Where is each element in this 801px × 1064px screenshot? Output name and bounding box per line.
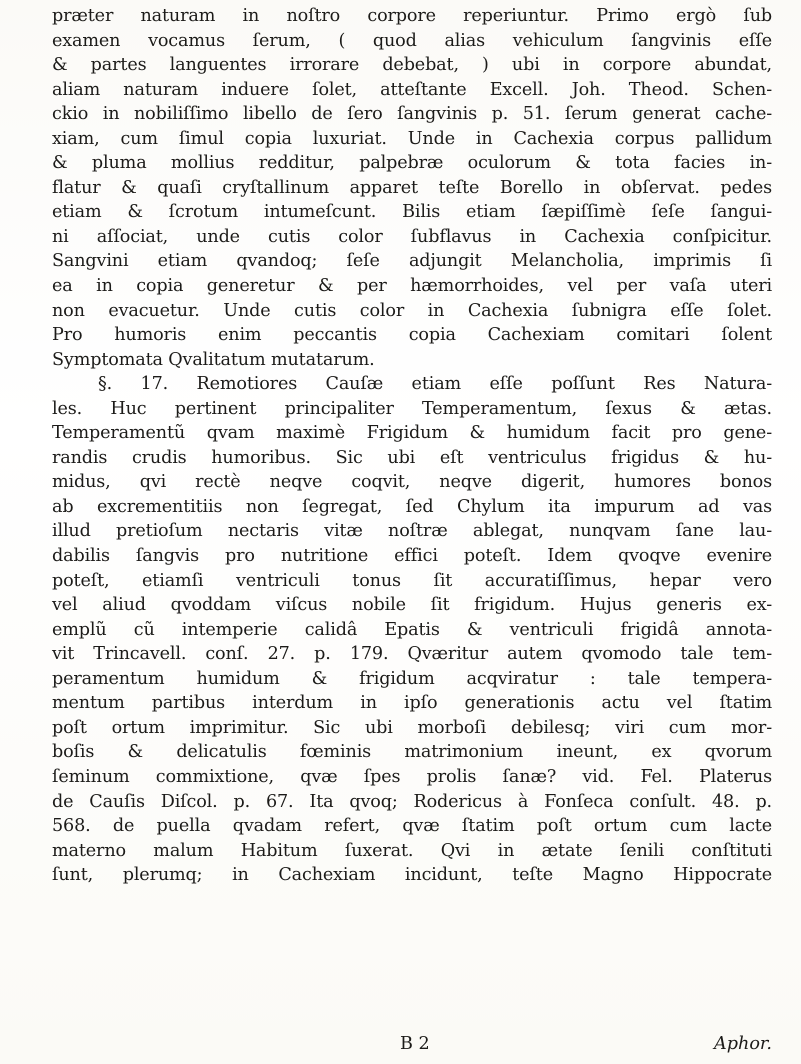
text-line: les. Huc pertinent principaliter Temperamentum, ſexus & ætas. — [52, 398, 772, 419]
text-line: ckio in nobiliſſimo libello de ſero ſangvinis p. 51. ſerum generat cache- — [52, 104, 772, 125]
text-line: ſeminum commixtione, qvæ ſpes prolis ſanæ? vid. Fel. Platerus — [52, 766, 772, 787]
section-heading-line: §. 17. Remotiores Cauſæ etiam eſſe poſſunt Res Natura- — [98, 374, 772, 395]
text-line: 568. de puella qvadam refert, qvæ ſtatim poſt ortum cum lacte — [52, 816, 772, 837]
text-line: boſis & delicatulis fœminis matrimonium ineunt, ex qvorum — [52, 742, 772, 763]
text-line: ſunt, plerumq; in Cachexiam incidunt, teſte Magno Hippocrate — [52, 865, 772, 886]
text-line: peramentum humidum & frigidum acqviratur : tale tempera- — [52, 668, 772, 689]
signature-mark: B 2 — [400, 1034, 430, 1054]
text-line: poſt ortum imprimitur. Sic ubi morboſi debilesq; viri cum mor- — [52, 717, 772, 738]
text-line: Sangvini etiam qvandoq; ſeſe adjungit Melancholia, imprimis ſi — [52, 251, 772, 272]
text-line: ni aſſociat, unde cutis color ſubflavus in Cachexia conſpicitur. — [52, 226, 772, 247]
text-line: emplũ cũ intemperie calidâ Epatis & ventriculi frigidâ annota- — [52, 619, 772, 640]
text-line: Temperamentũ qvam maximè Frigidum & humidum facit pro gene- — [52, 423, 772, 444]
text-line: examen vocamus ſerum, ( quod alias vehiculum ſangvinis eſſe — [52, 30, 772, 51]
text-line: vit Trincavell. conſ. 27. p. 179. Qværitur autem qvomodo tale tem- — [52, 644, 772, 665]
text-line: ea in copia generetur & per hæmorrhoides, vel per vaſa uteri — [52, 276, 772, 297]
text-line: midus, qvi rectè neqve coqvit, neqve digerit, humores bonos — [52, 472, 772, 493]
text-line: & partes languentes irrorare debebat, ) ubi in corpore abundat, — [52, 55, 772, 76]
text-line: de Cauſis Diſcol. p. 67. Ita qvoq; Rodericus à Fonſeca conſult. 48. p. — [52, 791, 772, 812]
text-line: flatur & quaſi cryſtallinum apparet teſte Borello in obſervat. pedes — [52, 177, 772, 198]
text-line: aliam naturam induere ſolet, atteſtante Excell. Joh. Theod. Schen- — [52, 79, 772, 100]
page-footer — [52, 1034, 772, 1060]
text-line: Pro humoris enim peccantis copia Cachexiam comitari ſolent — [52, 325, 772, 346]
text-line: mentum partibus interdum in ipſo generationis actu vel ſtatim — [52, 693, 772, 714]
text-line: etiam & ſcrotum intumeſcunt. Bilis etiam ſæpiſſimè ſeſe ſangui- — [52, 202, 772, 223]
text-line: non evacuetur. Unde cutis color in Cachexia ſubnigra eſſe ſolet. — [52, 300, 772, 321]
text-line: xiam, cum ſimul copia luxuriat. Unde in Cachexia corpus pallidum — [52, 128, 772, 149]
text-line: præter naturam in noſtro corpore reperiuntur. Primo ergò ſub — [52, 6, 772, 26]
text-line: vel aliud qvoddam viſcus nobile ſit frigidum. Hujus generis ex- — [52, 595, 772, 616]
text-line: randis crudis humoribus. Sic ubi eſt ventriculus frigidus & hu- — [52, 447, 772, 468]
text-line: & pluma mollius redditur, palpebræ oculorum & tota facies in- — [52, 153, 772, 174]
text-line: illud pretioſum nectaris vitæ noſtræ ablegat, nunqvam ſane lau- — [52, 521, 772, 542]
body-text — [52, 4, 772, 888]
text-line: ab excrementitiis non ſegregat, ſed Chylum ita impurum ad vas — [52, 496, 772, 517]
text-line: poteſt, etiamſi ventriculi tonus ſit accuratiſſimus, hepar vero — [52, 570, 772, 591]
text-line: dabilis ſangvis pro nutritione effici poteſt. Idem qvoqve evenire — [52, 546, 772, 567]
text-line: Symptomata Qvalitatum mutatarum. — [52, 349, 375, 370]
catchword: Aphor. — [714, 1034, 772, 1054]
text-line: materno malum Habitum ſuxerat. Qvi in ætate ſenili conſtituti — [52, 840, 772, 861]
